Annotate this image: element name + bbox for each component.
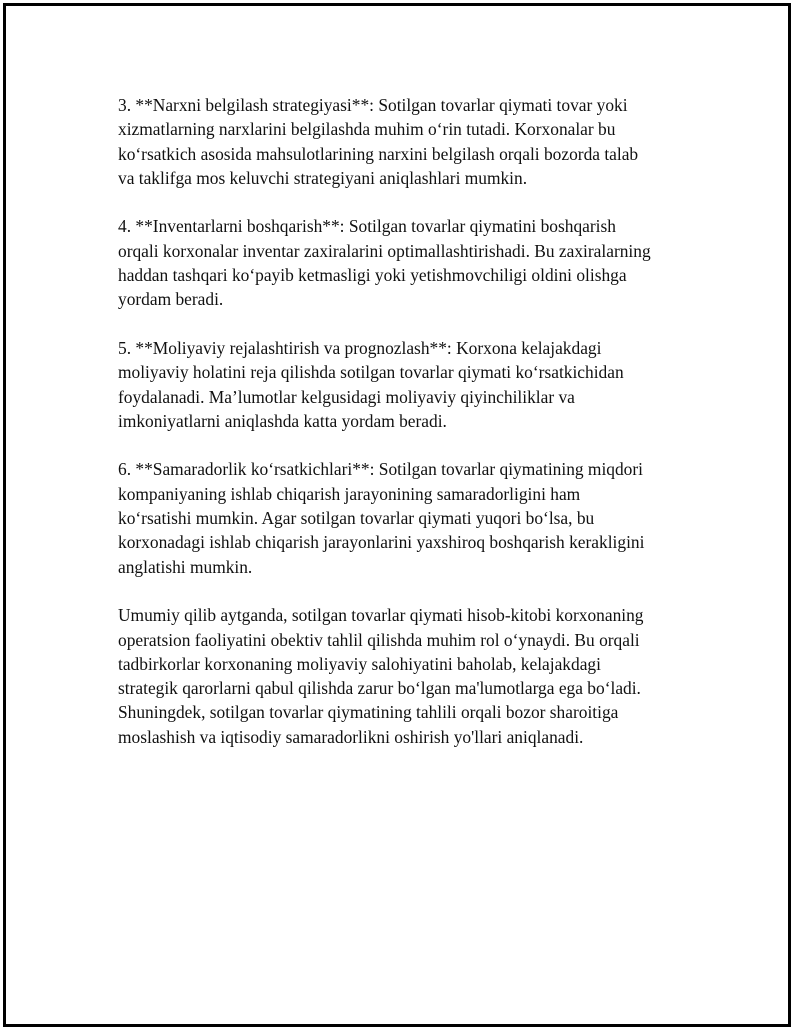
text-line: 3. **Narxni belgilash strategiyasi**: Sotilgan tovarlar qiymati tovar yoki bbox=[118, 95, 628, 115]
paragraph-efficiency-indicators bbox=[118, 457, 688, 578]
text-line: kompaniyaning ishlab chiqarish jarayonining samaradorligini ham bbox=[118, 483, 581, 504]
paragraph-inventory-management bbox=[118, 214, 688, 311]
text-line: orqali korxonalar inventar zaxiralarini optimallashtirishadi. Bu zaxiralarning bbox=[118, 240, 651, 261]
document-body bbox=[118, 93, 688, 773]
text-line: va taklifga mos keluvchi strategiyani aniqlashlari mumkin. bbox=[118, 167, 528, 188]
text-line: haddan tashqari ko‘payib ketmasligi yoki yetishmovchiligi oldini olishga bbox=[118, 265, 627, 286]
text-line: moliyaviy holatini reja qilishda sotilgan tovarlar qiymati ko‘rsatkichidan bbox=[118, 362, 624, 383]
paragraph-pricing-strategy bbox=[118, 93, 688, 190]
text-line: strategik qarorlarni qabul qilishda zarur bo‘lgan ma'lumotlarga ega bo‘ladi. bbox=[118, 678, 641, 699]
text-line: xizmatlarning narxlarini belgilashda muhim o‘rin tutadi. Korxonalar bu bbox=[118, 119, 616, 140]
text-line: yordam beradi. bbox=[118, 289, 224, 310]
text-line: 5. **Moliyaviy rejalashtirish va prognozlash**: Korxona kelajakdagi bbox=[118, 337, 602, 358]
text-line: ko‘rsatishi mumkin. Agar sotilgan tovarlar qiymati yuqori bo‘lsa, bu bbox=[118, 508, 595, 529]
text-line: foydalanadi. Ma’lumotlar kelgusidagi moliyaviy qiyinchiliklar va bbox=[118, 386, 575, 407]
text-line: tadbirkorlar korxonaning moliyaviy salohiyatini baholab, kelajakdagi bbox=[118, 653, 601, 674]
text-line: moslashish va iqtisodiy samaradorlikni oshirish yo'llari aniqlanadi. bbox=[118, 726, 584, 747]
text-line: ko‘rsatkich asosida mahsulotlarining narxini belgilash orqali bozorda talab bbox=[118, 143, 639, 164]
text-line: anglatishi mumkin. bbox=[118, 556, 253, 577]
text-line: operatsion faoliyatini obektiv tahlil qilishda muhim rol o‘ynaydi. Bu orqali bbox=[118, 629, 640, 650]
text-line: Shuningdek, sotilgan tovarlar qiymatining tahlili orqali bozor sharoitiga bbox=[118, 702, 619, 723]
text-line: korxonadagi ishlab chiqarish jarayonlarini yaxshiroq boshqarish kerakligini bbox=[118, 532, 645, 553]
paragraph-conclusion bbox=[118, 603, 688, 749]
text-line: 6. **Samaradorlik ko‘rsatkichlari**: Sotilgan tovarlar qiymatining miqdori bbox=[118, 459, 643, 480]
text-line: imkoniyatlarni aniqlashda katta yordam beradi. bbox=[118, 410, 447, 431]
paragraph-financial-planning bbox=[118, 336, 688, 433]
text-line: 4. **Inventarlarni boshqarish**: Sotilgan tovarlar qiymatini boshqarish bbox=[118, 216, 616, 237]
text-line: Umumiy qilib aytganda, sotilgan tovarlar qiymati hisob-kitobi korxonaning bbox=[118, 605, 644, 626]
